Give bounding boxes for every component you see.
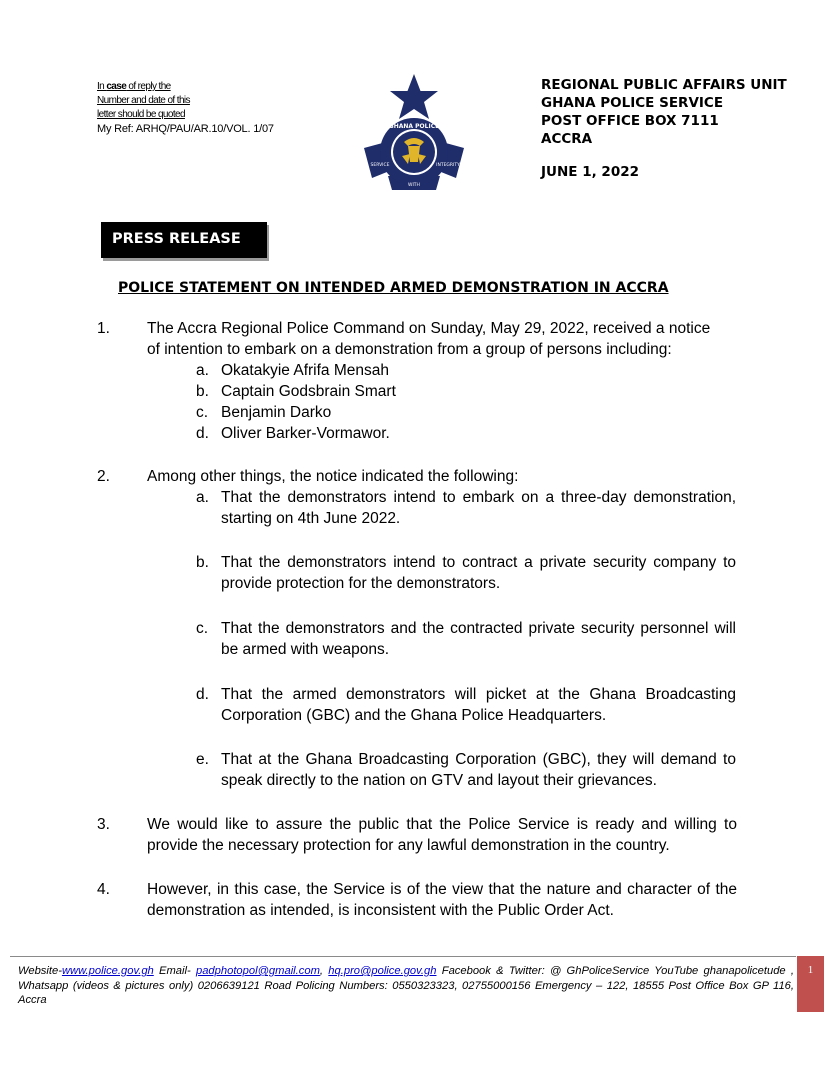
press-release-label: PRESS RELEASE [101, 222, 267, 258]
list-item: a. Okatakyie Afrifa Mensah [196, 362, 389, 379]
paragraph-3-number: 3. [97, 816, 110, 833]
list-item: d. Oliver Barker-Vormawor. [196, 425, 390, 442]
paragraph-1-line-2: of intention to embark on a demonstration from a group of persons including: [147, 341, 672, 358]
ghana-police-crest [358, 72, 470, 196]
paragraph-1-line-1: The Accra Regional Police Command on Sunday, May 29, 2022, received a notice [147, 320, 711, 337]
paragraph-4-number: 4. [97, 881, 110, 898]
paragraph-1-number: 1. [97, 320, 110, 337]
crest-center-banner-text: WITH [408, 183, 420, 188]
sender-address [541, 76, 787, 148]
list-item: a. That the demonstrators intend to embark on a three-day demonstration, starting on 4th June 2022. [196, 489, 736, 527]
paragraph-2-text: Among other things, the notice indicated the following: [147, 468, 519, 485]
address-line-2: GHANA POLICE SERVICE [541, 95, 724, 111]
address-line-1: REGIONAL PUBLIC AFFAIRS UNIT [541, 77, 787, 93]
my-reference: My Ref: ARHQ/PAU/AR.10/VOL. 1/07 [97, 123, 274, 135]
list-item: d. That the armed demonstrators will picket at the Ghana Broadcasting Corporation (GBC) and the Ghana Police Headquarters. [196, 686, 736, 724]
footer-contact-info: Website-www.police.gov.gh Email- padphotopol@gmail.com, hq.pro@police.gov.gh Facebook & Twitter: @ GhPoliceService YouTube ghanapolicetude , Whatsapp (videos & pictures only) 0206639121 Road Policing Numbers: 0550323323, 02755000156 Emergency – 122, 18555 Post Office Box GP 116, Accra [18, 965, 794, 1006]
email-link-1[interactable]: padphotopol@gmail.com [195, 965, 320, 977]
reply-note-line-1: In case of reply the [97, 81, 171, 92]
email-link-2[interactable]: hq.pro@police.gov.gh [328, 965, 437, 977]
website-link[interactable]: www.police.gov.gh [61, 965, 154, 977]
paragraph-2-number: 2. [97, 468, 110, 485]
address-line-4: ACCRA [541, 131, 593, 147]
crest-right-banner-text: INTEGRITY [436, 163, 460, 168]
police-crest-icon [358, 72, 470, 196]
paragraph-4-text: However, in this case, the Service is of the view that the nature and character of the demonstration as intended, is inconsistent with the Public Order Act. [147, 881, 737, 919]
letter-date: JUNE 1, 2022 [541, 164, 640, 180]
crest-top-text: GHANA POLICE [388, 123, 440, 130]
reply-note-line-3: letter should be quoted [97, 109, 185, 120]
list-item: c. That the demonstrators and the contracted private security personnel will be armed with weapons. [196, 620, 736, 658]
page-number: 1 [797, 956, 824, 1012]
list-item: b. Captain Godsbrain Smart [196, 383, 396, 400]
statement-title: POLICE STATEMENT ON INTENDED ARMED DEMONSTRATION IN ACCRA [118, 280, 669, 296]
paragraph-1-text [147, 318, 737, 360]
address-line-3: POST OFFICE BOX 7111 [541, 113, 719, 129]
crest-left-banner-text: SERVICE [370, 163, 390, 168]
footer-divider [10, 956, 796, 957]
list-item: c. Benjamin Darko [196, 404, 332, 421]
list-item: b. That the demonstrators intend to contract a private security company to provide protection for the demonstrators. [196, 554, 736, 592]
list-item: e. That at the Ghana Broadcasting Corporation (GBC), they will demand to speak directly to the nation on GTV and layout their grievances. [196, 751, 736, 789]
reference-note [97, 80, 274, 136]
reply-note-line-2: Number and date of this [97, 95, 190, 106]
paragraph-3-text: We would like to assure the public that the Police Service is ready and willing to provide the necessary protection for any lawful demonstration in the country. [147, 816, 737, 854]
